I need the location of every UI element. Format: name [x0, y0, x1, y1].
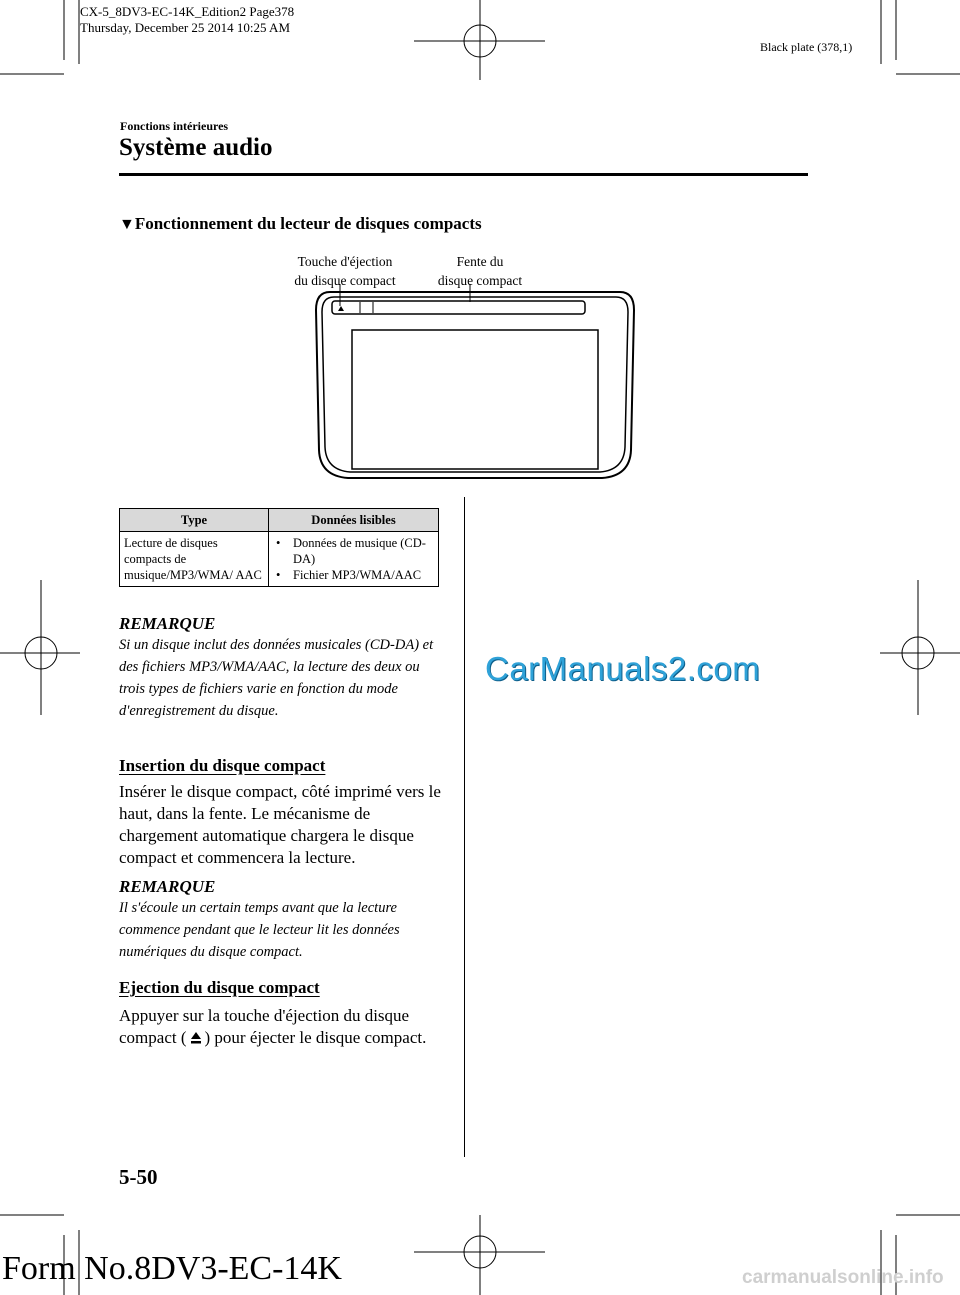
note-text: Si un disque inclut des données musicales (CD-DA) et des fichiers MP3/WMA/AAC, la lecture des deux ou trois types de fichiers varie en fonction du mode d'enregistrement du disque. [119, 637, 434, 719]
ejection-text-after: ) pour éjecter le disque compact. [204, 1028, 427, 1047]
ejection-heading: Ejection du disque compact [119, 978, 320, 997]
eject-icon [189, 1029, 203, 1051]
label-eject-button: Touche d'éjection du disque compact [294, 254, 396, 288]
insertion-heading: Insertion du disque compact [119, 756, 326, 775]
subsection-title: Fonctionnement du lecteur de disques compacts [134, 214, 482, 233]
note-heading: REMARQUE [119, 614, 216, 633]
section-kicker: Fonctions intérieures [120, 119, 229, 133]
triangle-marker-icon: ▼ [119, 216, 135, 233]
print-file-line: CX-5_8DV3-EC-14K_Edition2 Page378 [80, 4, 295, 19]
form-number: Form No.8DV3-EC-14K [2, 1250, 342, 1287]
column-divider [464, 497, 465, 1157]
audio-unit-figure [300, 282, 650, 487]
eject-symbol-icon [338, 306, 344, 311]
footer-site: carmanualsonline.info [742, 1267, 944, 1288]
label-disc-slot: Fente du disque compact [437, 254, 523, 288]
plate-label: Black plate (378,1) [760, 40, 853, 54]
table-data-item: • Données de musique (CD-DA) [273, 535, 434, 567]
table-data-item: • Fichier MP3/WMA/AAC [273, 567, 434, 583]
subsection-heading [119, 214, 482, 234]
title-rule [119, 173, 808, 176]
page-number: 5-50 [119, 1165, 158, 1189]
print-date-line: Thursday, December 25 2014 10:25 AM [80, 20, 291, 35]
table-header-type: Type [120, 509, 269, 532]
watermark-logo: CarManuals2.com [485, 650, 761, 687]
page-title: Système audio [119, 134, 273, 161]
insertion-text: Insérer le disque compact, côté imprimé vers le haut, dans la fente. Le mécanisme de chargement automatique chargera le disque compact et commencera la lecture. [119, 782, 441, 867]
ejection-text-before: Appuyer sur la touche d'éjection du disque compact ( [119, 1006, 410, 1047]
table-header-data: Données lisibles [269, 509, 439, 532]
readable-data-table [119, 508, 439, 587]
note-heading: REMARQUE [119, 877, 216, 896]
table-row [120, 532, 439, 587]
table-cell-data [269, 532, 439, 587]
table-cell-type: Lecture de disques compacts de musique/MP3/WMA/ AAC [120, 532, 269, 587]
note-text: Il s'écoule un certain temps avant que la lecture commence pendant que le lecteur lit les données numériques du disque compact. [119, 900, 400, 960]
ejection-text [119, 1005, 439, 1051]
